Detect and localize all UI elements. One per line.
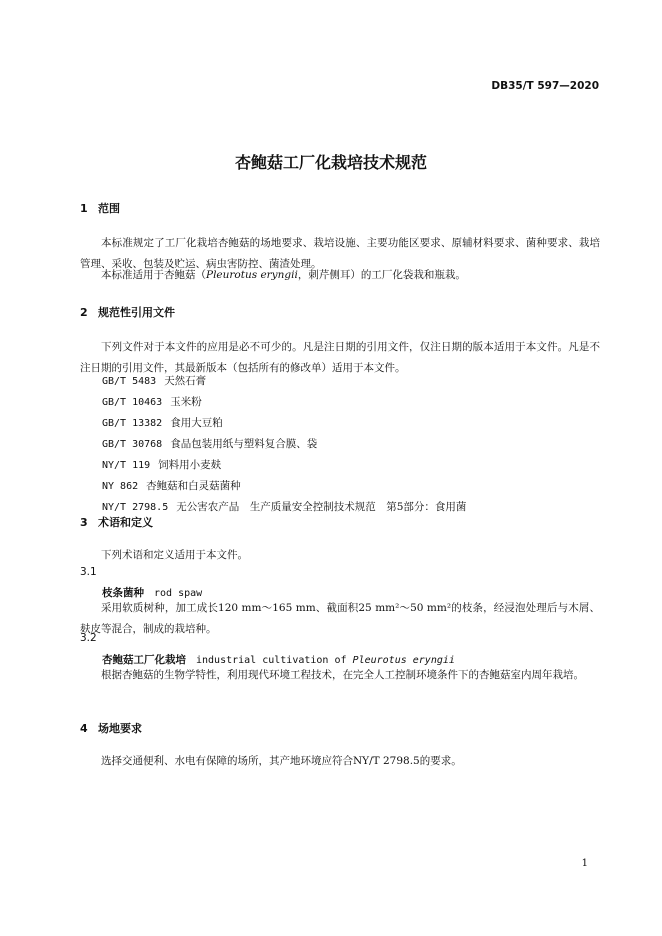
reference-code: NY/T 119 [102,460,151,471]
reference-code: GB/T 30768 [102,439,163,450]
standard-number: DB35/T 597—2020 [491,80,599,92]
reference-title: 杏鲍菇和白灵菇菌种 [146,480,241,492]
reference-item [102,415,223,430]
scope-paragraph-2 [80,265,600,286]
reference-code: GB/T 5483 [102,376,157,387]
section-number: 4 [80,722,88,735]
reference-item [102,478,241,493]
reference-title: 天然石膏 [164,375,207,387]
reference-code: NY/T 2798.5 [102,502,169,513]
latin-name: Pleurotus eryngii [206,269,298,281]
reference-title: 食品包装用纸与塑料复合膜、袋 [170,438,318,450]
term-definition: 采用软质树种，加工成长120 mm～165 mm、截面积25 mm²～50 mm²的枝条，经浸泡处理后与木屑、麸皮等混合，制成的栽培种。 [80,602,600,635]
terms-intro: 下列术语和定义适用于本文件。 [101,549,248,561]
latin-name: Pleurotus eryngii [352,655,455,666]
term-definition: 根据杏鲍菇的生物学特性，利用现代环境工程技术，在完全人工控制环境条件下的杏鲍菇室内周年栽培。 [101,669,584,681]
reference-title: 玉米粉 [170,396,202,408]
section-heading-site [80,720,142,736]
term-chinese: 杏鲍菇工厂化栽培 [102,654,186,666]
section-heading-terms [80,514,153,530]
normative-intro: 下列文件对于本文件的应用是必不可少的。凡是注日期的引用文件，仅注日期的版本适用于本文件。凡是不注日期的引用文件，其最新版本（包括所有的修改单）适用于本文件。 [80,341,600,374]
scope-text-b: ，刺芹侧耳）的工厂化袋栽和瓶栽。 [297,269,466,281]
document-title: 杏鲍菇工厂化栽培技术规范 [234,153,427,172]
section-title: 术语和定义 [98,516,153,529]
reference-title: 无公害农产品 生产质量安全控制技术规范 第5部分：食用菌 [176,501,467,513]
section-title: 场地要求 [98,722,142,735]
section-heading-scope [80,200,120,216]
scope-paragraph-1: 本标准规定了工厂化栽培杏鲍菇的场地要求、栽培设施、主要功能区要求、原辅材料要求、菌种要求、栽培管理、采收、包装及贮运、病虫害防控、菌渣处理。 [80,237,600,270]
page-number: 1 [581,858,588,869]
scope-text-a: 本标准适用于杏鲍菇（ [101,269,206,281]
term-chinese: 枝条菌种 [102,587,144,599]
reference-item [102,457,221,472]
section-title: 规范性引用文件 [98,306,175,319]
reference-title: 饲料用小麦麸 [158,459,222,471]
reference-item [102,436,317,451]
reference-title: 食用大豆粕 [170,417,223,429]
section-number: 1 [80,202,88,215]
term-english: rod spaw [154,588,203,599]
section-number: 3 [80,516,88,529]
reference-code: GB/T 13382 [102,418,163,429]
reference-code: GB/T 10463 [102,397,163,408]
term-number: 3.2 [80,632,97,644]
reference-item [102,373,206,388]
term-english-text: industrial cultivation of [196,655,353,666]
site-paragraph-1: 选择交通便利、水电有保障的场所，其产地环境应符合NY/T 2798.5的要求。 [101,755,462,767]
reference-code: NY 862 [102,481,139,492]
section-title: 范围 [98,202,120,215]
section-heading-normative [80,304,175,320]
section-number: 2 [80,306,88,319]
term-number: 3.1 [80,566,97,578]
reference-item [102,394,202,409]
reference-item [102,499,466,514]
